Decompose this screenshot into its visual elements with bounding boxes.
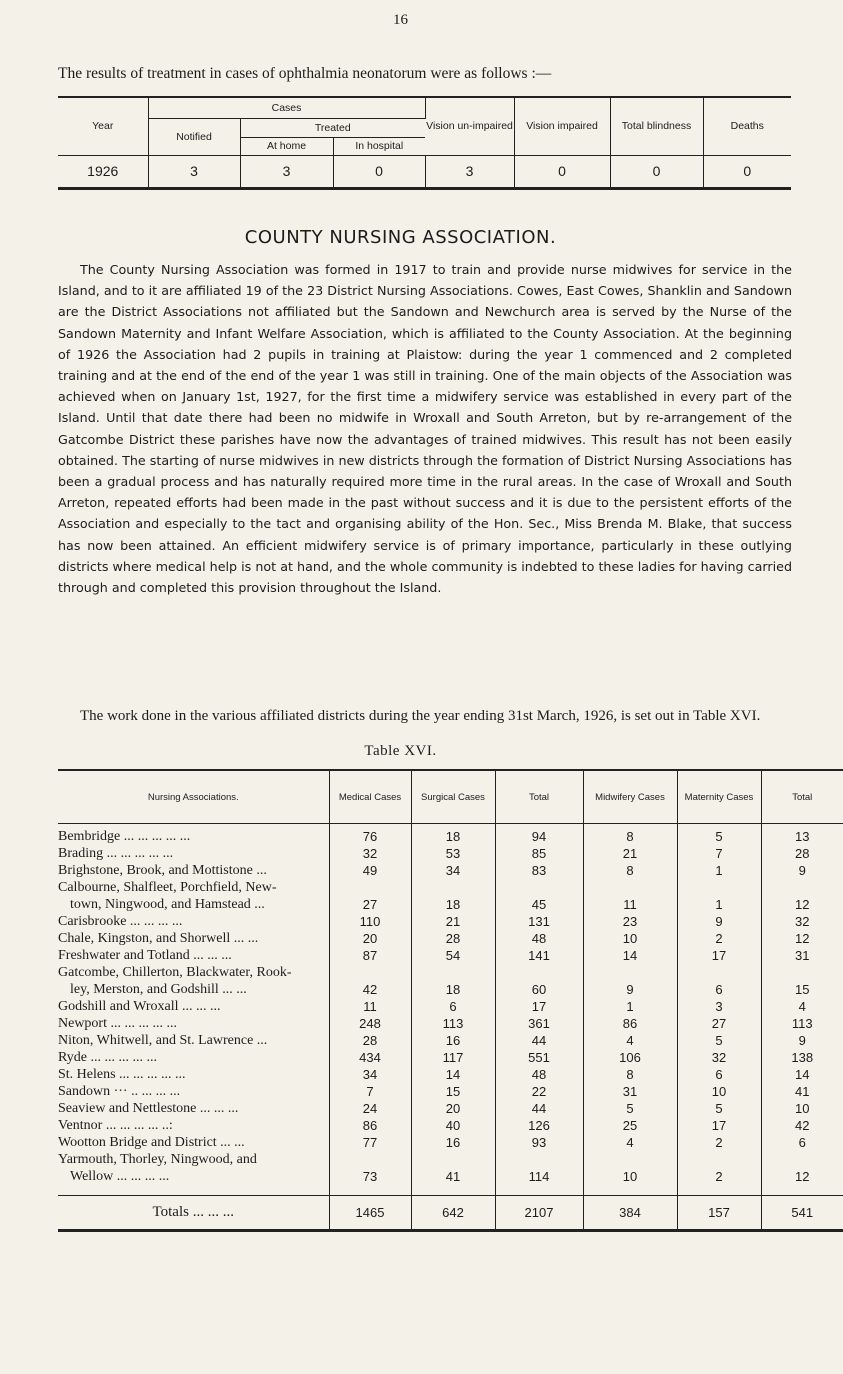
- table-row: [58, 879, 843, 913]
- cell-medical: 28: [329, 1032, 411, 1049]
- association-name: [58, 879, 329, 913]
- cell-total1: 83: [495, 862, 583, 879]
- cell-medical: 11: [329, 998, 411, 1015]
- cell-total2: 42: [795, 1118, 810, 1133]
- association-name-line: Wootton Bridge and District ... ...: [58, 1135, 245, 1150]
- cell-total1: 48: [495, 930, 583, 947]
- cell-midwifery: 86: [583, 1015, 677, 1032]
- association-name: [58, 998, 329, 1015]
- header-at-home: At home: [240, 137, 333, 155]
- cell-maternity: 10: [677, 1083, 761, 1100]
- header-total2: Total: [761, 770, 843, 824]
- cell-midwifery: 25: [583, 1117, 677, 1134]
- cell-midwifery: 5: [583, 1100, 677, 1117]
- cell-medical: 42: [329, 964, 411, 998]
- header-treated: Treated: [240, 118, 425, 137]
- cell-maternity: 6: [677, 1066, 761, 1083]
- cell-surgical: 40: [411, 1117, 495, 1134]
- cell-total1: 93: [495, 1134, 583, 1151]
- cell-surgical: 34: [411, 862, 495, 879]
- cell-medical: 86: [329, 1117, 411, 1134]
- header-in-hospital: In hospital: [333, 137, 425, 155]
- header-year: Year: [58, 97, 148, 155]
- cell-maternity: 3: [677, 998, 761, 1015]
- ophthalmia-row: [58, 155, 791, 188]
- nursing-table-body: [58, 824, 843, 1231]
- cell-medical: 73: [329, 1151, 411, 1185]
- cell-medical: 7: [329, 1083, 411, 1100]
- cell-surgical: 28: [411, 930, 495, 947]
- header-deaths: Deaths: [703, 97, 791, 155]
- cell-surgical: 113: [411, 1015, 495, 1032]
- cell-total1: 60: [495, 964, 583, 998]
- cell-total2: 12: [795, 931, 810, 946]
- cell-maternity: 17: [677, 947, 761, 964]
- header-cases: Cases: [148, 97, 425, 118]
- cell-maternity: 2: [677, 1151, 761, 1185]
- total-surgical: 642: [411, 1196, 495, 1231]
- cell-medical: 24: [329, 1100, 411, 1117]
- table-row: [58, 998, 843, 1015]
- cell-deaths: 0: [703, 155, 791, 188]
- cell-surgical: 15: [411, 1083, 495, 1100]
- cell-year: 1926: [58, 155, 148, 188]
- body-paragraph: The County Nursing Association was formed in 1917 to train and provide nurse midwives for service in the Island, and to it are affiliated 19 of the 23 District Nursing Associations. Cowes, East Cowes, Shanklin and Sandown are the District Associations not affiliated but the Sandown and Newchurch area is served by the Nurse of the Sandown Maternity and Infant Welfare Association, which is affiliated to the County Association. At the beginning of 1926 the Association had 2 pupils in training at Plaistow: during the year 1 commenced and 2 completed training and at the end of the end of the year 1 was still in training. One of the main objects of the Association was achieved when on January 1st, 1927, for the first time a midwifery service was established in every part of the Island. Until that date there had been no midwife in Wroxall and South Arreton, but by re-arrangement of the Gatcombe District these parishes have now the advantages of trained midwives. This result has not been easily obtained. The starting of nurse midwives in new districts through the formation of District Nursing Associations has been a gradual process and has naturally required more time in the rural areas. In the case of Wroxall and South Arreton, repeated efforts had been made in the past without success and it is due to the persistent efforts of the Association and especially to the tact and organising ability of the Hon. Sec., Miss Brenda M. Blake, that success has now been attained. An efficient midwifery service is of primary importance, particularly in these outlying districts where medical help is not at hand, and the whole community is indebted to these ladies for having carried through and completed this provision throughout the Island.: [58, 262, 792, 596]
- cell-total-blindness: 0: [610, 155, 703, 188]
- association-name-line: Seaview and Nettlestone ... ... ...: [58, 1101, 239, 1116]
- table-row: [58, 964, 843, 998]
- table-row: [58, 1083, 843, 1100]
- cell-surgical: 117: [411, 1049, 495, 1066]
- cell-total2: 9: [798, 1033, 806, 1048]
- cell-total2: 12: [795, 897, 810, 912]
- association-name-line: St. Helens ... ... ... ... ...: [58, 1067, 186, 1082]
- association-name: [58, 845, 329, 862]
- cell-total2: 15: [795, 982, 810, 997]
- header-association: Nursing Associations.: [58, 770, 329, 824]
- cell-in-hospital: 0: [333, 155, 425, 188]
- section-title: COUNTY NURSING ASSOCIATION.: [244, 227, 557, 248]
- association-name-line: Ventnor ... ... ... ... ..:: [58, 1118, 173, 1133]
- cell-notified: 3: [148, 155, 240, 188]
- cell-total1: 44: [495, 1100, 583, 1117]
- table-row: [58, 845, 843, 862]
- cell-midwifery: 4: [583, 1032, 677, 1049]
- cell-medical: 32: [329, 845, 411, 862]
- cell-midwifery: 31: [583, 1083, 677, 1100]
- cell-surgical: 18: [411, 964, 495, 998]
- header-notified: Notified: [148, 118, 240, 155]
- total-total1: 2107: [495, 1196, 583, 1231]
- association-name-line: Chale, Kingston, and Shorwell ... ...: [58, 931, 259, 946]
- association-name-line: Brading ... ... ... ... ...: [58, 846, 174, 861]
- association-name: [58, 1066, 329, 1083]
- association-name: [58, 1049, 329, 1066]
- header-vision-impaired: Vision impaired: [514, 97, 610, 155]
- cell-total1: 17: [495, 998, 583, 1015]
- cell-maternity: 1: [677, 862, 761, 879]
- cell-surgical: 21: [411, 913, 495, 930]
- cell-medical: 434: [329, 1049, 411, 1066]
- page-number: 16: [393, 12, 408, 28]
- association-name: [58, 947, 329, 964]
- cell-midwifery: 11: [583, 879, 677, 913]
- cell-maternity: 5: [677, 1100, 761, 1117]
- cell-vision-impaired: 0: [514, 155, 610, 188]
- cell-vision-unimpaired: 3: [425, 155, 514, 188]
- header-medical: Medical Cases: [329, 770, 411, 824]
- cell-medical: 87: [329, 947, 411, 964]
- association-name-line: Niton, Whitwell, and St. Lawrence ...: [58, 1033, 268, 1048]
- spacer-row: [58, 1185, 843, 1196]
- cell-total1: 131: [495, 913, 583, 930]
- cell-midwifery: 1: [583, 998, 677, 1015]
- cell-midwifery: 23: [583, 913, 677, 930]
- cell-total2: 28: [795, 846, 810, 861]
- cell-total2: 4: [798, 999, 806, 1014]
- association-name: [58, 1151, 329, 1185]
- cell-total1: 141: [495, 947, 583, 964]
- association-name: [58, 1100, 329, 1117]
- association-name-line: Godshill and Wroxall ... ... ...: [58, 999, 221, 1014]
- total-maternity: 157: [677, 1196, 761, 1231]
- ophthalmia-table: [58, 96, 791, 190]
- cell-midwifery: 21: [583, 845, 677, 862]
- cell-total2: 14: [795, 1067, 810, 1082]
- cell-total1: 361: [495, 1015, 583, 1032]
- header-midwifery: Midwifery Cases: [583, 770, 677, 824]
- cell-total2: 41: [795, 1084, 810, 1099]
- association-name-line: town, Ningwood, and Hamstead ...: [70, 897, 265, 912]
- association-name: [58, 1117, 329, 1134]
- table-row: [58, 1100, 843, 1117]
- association-name-line: Calbourne, Shalfleet, Porchfield, New-: [58, 880, 277, 895]
- cell-total2: 138: [791, 1050, 814, 1065]
- cell-medical: 27: [329, 879, 411, 913]
- cell-total1: 44: [495, 1032, 583, 1049]
- cell-total1: 126: [495, 1117, 583, 1134]
- table-row: [58, 1151, 843, 1185]
- cell-total2: 12: [795, 1169, 810, 1184]
- cell-total2: 10: [795, 1101, 810, 1116]
- table-row: [58, 1049, 843, 1066]
- cell-medical: 20: [329, 930, 411, 947]
- cell-medical: 49: [329, 862, 411, 879]
- cell-maternity: 1: [677, 879, 761, 913]
- association-name: [58, 824, 329, 846]
- cell-maternity: 5: [677, 824, 761, 846]
- cell-surgical: 6: [411, 998, 495, 1015]
- cell-total1: 114: [495, 1151, 583, 1185]
- association-name-line: Carisbrooke ... ... ... ...: [58, 914, 183, 929]
- table-label: Table XVI.: [364, 743, 437, 759]
- cell-total1: 94: [495, 824, 583, 846]
- association-name: [58, 930, 329, 947]
- association-name-line: Ryde ... ... ... ... ...: [58, 1050, 157, 1065]
- cell-surgical: 41: [411, 1151, 495, 1185]
- table-row: [58, 862, 843, 879]
- table-row: [58, 824, 843, 846]
- cell-total2: 32: [795, 914, 810, 929]
- header-vision-unimpaired: Vision un-impaired: [425, 97, 514, 155]
- cell-maternity: 2: [677, 930, 761, 947]
- cell-total2: 113: [791, 1016, 813, 1031]
- cell-total2: 13: [795, 829, 810, 844]
- cell-total1: 85: [495, 845, 583, 862]
- table-row: [58, 913, 843, 930]
- cell-midwifery: 9: [583, 964, 677, 998]
- header-total-blindness: Total blindness: [610, 97, 703, 155]
- cell-total2: 6: [798, 1135, 806, 1150]
- association-name-line: Freshwater and Totland ... ... ...: [58, 948, 232, 963]
- cell-midwifery: 14: [583, 947, 677, 964]
- cell-surgical: 14: [411, 1066, 495, 1083]
- header-maternity: Maternity Cases: [677, 770, 761, 824]
- association-name-line: Gatcombe, Chillerton, Blackwater, Rook-: [58, 965, 292, 980]
- cell-midwifery: 10: [583, 1151, 677, 1185]
- table-row: [58, 947, 843, 964]
- cell-midwifery: 8: [583, 824, 677, 846]
- table-row: [58, 1032, 843, 1049]
- association-name: [58, 964, 329, 998]
- work-paragraph: The work done in the various affiliated districts during the year ending 31st March, 1926, is set out in Table XVI.: [80, 708, 761, 724]
- cell-maternity: 17: [677, 1117, 761, 1134]
- ophthalmia-intro: The results of treatment in cases of ophthalmia neonatorum were as follows :—: [58, 65, 552, 82]
- cell-midwifery: 10: [583, 930, 677, 947]
- cell-surgical: 18: [411, 879, 495, 913]
- cell-maternity: 27: [677, 1015, 761, 1032]
- cell-surgical: 53: [411, 845, 495, 862]
- cell-total2: 9: [798, 863, 806, 878]
- cell-maternity: 6: [677, 964, 761, 998]
- association-name-line: Yarmouth, Thorley, Ningwood, and: [58, 1152, 257, 1167]
- cell-at-home: 3: [240, 155, 333, 188]
- cell-surgical: 16: [411, 1032, 495, 1049]
- cell-midwifery: 8: [583, 1066, 677, 1083]
- cell-surgical: 20: [411, 1100, 495, 1117]
- cell-midwifery: 106: [583, 1049, 677, 1066]
- cell-maternity: 7: [677, 845, 761, 862]
- total-midwifery: 384: [583, 1196, 677, 1231]
- cell-medical: 34: [329, 1066, 411, 1083]
- header-total1: Total: [495, 770, 583, 824]
- table-row: [58, 1066, 843, 1083]
- cell-medical: 77: [329, 1134, 411, 1151]
- totals-row: [58, 1196, 843, 1231]
- association-name-line: ley, Merston, and Godshill ... ...: [70, 982, 247, 997]
- cell-maternity: 32: [677, 1049, 761, 1066]
- association-name: [58, 862, 329, 879]
- cell-maternity: 2: [677, 1134, 761, 1151]
- cell-midwifery: 4: [583, 1134, 677, 1151]
- association-name-line: Brighstone, Brook, and Mottistone ...: [58, 863, 267, 878]
- cell-total1: 551: [495, 1049, 583, 1066]
- table-row: [58, 930, 843, 947]
- cell-total1: 48: [495, 1066, 583, 1083]
- cell-surgical: 54: [411, 947, 495, 964]
- total-medical: 1465: [329, 1196, 411, 1231]
- cell-medical: 110: [329, 913, 411, 930]
- cell-medical: 248: [329, 1015, 411, 1032]
- total-total2: 541: [761, 1196, 843, 1231]
- association-name-line: Sandown ··· .. ... ... ...: [58, 1084, 181, 1099]
- cell-surgical: 18: [411, 824, 495, 846]
- table-row: [58, 1134, 843, 1151]
- cell-total1: 22: [495, 1083, 583, 1100]
- association-name-line: Wellow ... ... ... ...: [70, 1169, 170, 1184]
- association-name-line: Newport ... ... ... ... ...: [58, 1016, 177, 1031]
- association-name: [58, 1134, 329, 1151]
- cell-total1: 45: [495, 879, 583, 913]
- association-name: [58, 1083, 329, 1100]
- table-row: [58, 1117, 843, 1134]
- cell-maternity: 5: [677, 1032, 761, 1049]
- association-name: [58, 1032, 329, 1049]
- association-name: [58, 1015, 329, 1032]
- cell-midwifery: 8: [583, 862, 677, 879]
- cell-maternity: 9: [677, 913, 761, 930]
- header-surgical: Surgical Cases: [411, 770, 495, 824]
- cell-medical: 76: [329, 824, 411, 846]
- cell-surgical: 16: [411, 1134, 495, 1151]
- table-row: [58, 1015, 843, 1032]
- cell-total2: 31: [795, 948, 810, 963]
- association-name: [58, 913, 329, 930]
- nursing-table: [58, 769, 843, 1232]
- totals-label: Totals ... ... ...: [58, 1196, 329, 1231]
- association-name-line: Bembridge ... ... ... ... ...: [58, 829, 191, 844]
